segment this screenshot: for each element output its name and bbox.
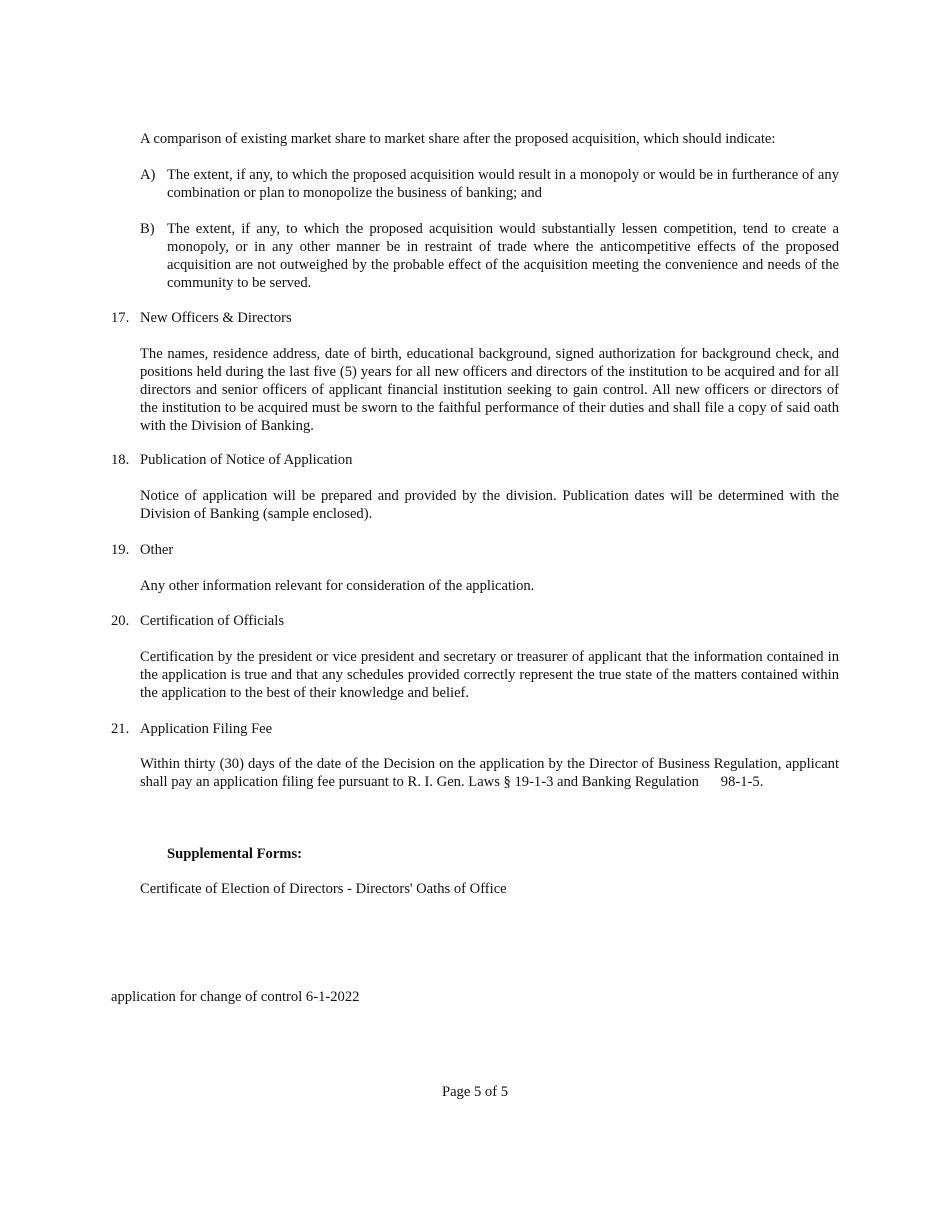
- sub-item-text: The extent, if any, to which the proposed acquisition would result in a monopoly or would be in furtherance of any combination or plan to monopolize the business of banking; and: [167, 167, 839, 201]
- section-number: 18.: [111, 452, 130, 468]
- section-21-body: Within thirty (30) days of the date of the Decision on the application by the Director of Business Regulation, applicant shall pay an application filing fee pursuant to R. I. Gen. Laws § 19-1-3 and Banking Regulation 98-1-5.: [140, 756, 843, 790]
- section-17-heading: [111, 309, 292, 327]
- section-19-body: Any other information relevant for consideration of the application.: [140, 578, 535, 594]
- document-id-footer: application for change of control 6-1-2022: [111, 989, 360, 1005]
- section-title: Application Filing Fee: [140, 721, 273, 737]
- sub-item-text: The extent, if any, to which the proposed acquisition would substantially lessen competition, tend to create a monopoly, or in any other manner be in restraint of trade where the anticompetitive effects of the proposed acquisition are not outweighed by the probable effect of the acquisition meeting the convenience and needs of the community to be served.: [167, 221, 839, 291]
- sub-item-a: [140, 166, 839, 202]
- intro-paragraph: A comparison of existing market share to market share after the proposed acquisition, which should indicate:: [140, 131, 776, 147]
- section-21-heading: [111, 720, 272, 738]
- section-18-body: Notice of application will be prepared and provided by the division. Publication dates will be determined with the Division of Banking (sample enclosed).: [140, 488, 839, 522]
- section-19-heading: [111, 541, 173, 559]
- section-title: Certification of Officials: [140, 613, 284, 629]
- sub-item-b: [140, 220, 839, 292]
- section-number: 21.: [111, 721, 130, 737]
- sub-item-label: B): [140, 221, 155, 237]
- section-18-heading: [111, 451, 352, 469]
- section-title: New Officers & Directors: [140, 310, 292, 326]
- supplemental-item: Certificate of Election of Directors - Directors' Oaths of Office: [140, 881, 507, 897]
- section-title: Other: [140, 542, 174, 558]
- supplemental-heading: Supplemental Forms:: [167, 846, 302, 862]
- section-number: 19.: [111, 542, 130, 558]
- section-number: 20.: [111, 613, 130, 629]
- section-title: Publication of Notice of Application: [140, 452, 353, 468]
- section-number: 17.: [111, 310, 130, 326]
- sub-item-label: A): [140, 167, 156, 183]
- page-number: Page 5 of 5: [441, 1084, 509, 1100]
- section-20-body: Certification by the president or vice president and secretary or treasurer of applicant that the information contained in the application is true and that any schedules provided correctly represent the true state of the matters contained within the application to the best of their knowledge and belief.: [140, 649, 839, 701]
- section-17-body: The names, residence address, date of birth, educational background, signed authorization for background check, and positions held during the last five (5) years for all new officers and directors of the institution to be acquired and for all directors and senior officers of applicant financial institution seeking to gain control. All new officers or directors of the institution to be acquired must be sworn to the faithful performance of their duties and shall file a copy of said oath with the Division of Banking.: [140, 346, 839, 434]
- section-20-heading: [111, 612, 284, 630]
